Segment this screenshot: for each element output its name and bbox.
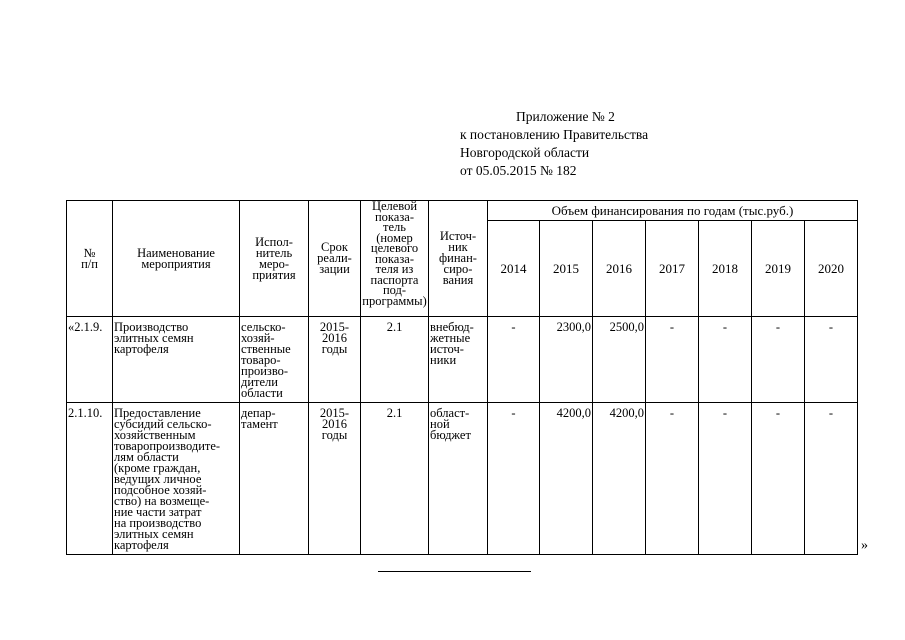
- year-2015: 2015: [540, 221, 593, 317]
- row-value-2018: -: [699, 403, 752, 555]
- year-2016: 2016: [593, 221, 646, 317]
- row-value-2020: -: [805, 317, 858, 403]
- row-target: 2.1: [361, 403, 429, 555]
- row-value-2015: 2300,0: [540, 317, 593, 403]
- appendix-region-line: Новгородской области: [460, 145, 590, 160]
- row-term: 2015- 2016 годы: [309, 317, 361, 403]
- row-value-2016: 4200,0: [593, 403, 646, 555]
- table-row: [67, 317, 858, 403]
- table-row: [67, 403, 858, 555]
- footer-divider: [378, 571, 531, 572]
- row-value-2019: -: [752, 317, 805, 403]
- header-source: Источ- ник финан- сиро- вания: [429, 201, 488, 317]
- header-funding: Объем финансирования по годам (тыс.руб.): [488, 201, 858, 221]
- header-num: № п/п: [67, 201, 113, 317]
- row-source: внебюд- жетные источ- ники: [429, 317, 488, 403]
- header-target: Целевой показа- тель (номер целевого показа- теля из паспорта под- программы): [361, 201, 429, 317]
- row-term: 2015- 2016 годы: [309, 403, 361, 555]
- appendix-ref-line: к постановлению Правительства: [460, 127, 649, 142]
- row-value-2020: -: [805, 403, 858, 555]
- year-2018: 2018: [699, 221, 752, 317]
- row-value-2019: -: [752, 403, 805, 555]
- row-value-2017: -: [646, 403, 699, 555]
- row-name: Предоставление субсидий сельско- хозяйственным товаропроизводите- лям области (кроме граждан, ведущих личное подсобное хозяй- ство) на возмеще- ние части затрат на производство элитных семян картофеля: [113, 403, 240, 555]
- row-value-2014: -: [488, 403, 540, 555]
- row-name: Производство элитных семян картофеля: [113, 317, 240, 403]
- row-value-2018: -: [699, 317, 752, 403]
- year-2014: 2014: [488, 221, 540, 317]
- row-num: 2.1.10.: [67, 403, 113, 555]
- row-num: «2.1.9.: [67, 317, 113, 403]
- year-2020: 2020: [805, 221, 858, 317]
- appendix-date-line: от 05.05.2015 № 182: [460, 163, 577, 178]
- row-executor: сельско- хозяй- ственные товаро- произво- дители области: [240, 317, 309, 403]
- row-source: област- ной бюджет: [429, 403, 488, 555]
- appendix-title: Приложение № 2: [516, 109, 615, 124]
- row-value-2015: 4200,0: [540, 403, 593, 555]
- funding-table: [66, 200, 858, 555]
- row-value-2014: -: [488, 317, 540, 403]
- row-value-2016: 2500,0: [593, 317, 646, 403]
- document-header: [460, 108, 790, 180]
- closing-quote: »: [861, 538, 868, 553]
- row-executor: депар- тамент: [240, 403, 309, 555]
- row-value-2017: -: [646, 317, 699, 403]
- year-2017: 2017: [646, 221, 699, 317]
- header-term: Срок реали- зации: [309, 201, 361, 317]
- year-2019: 2019: [752, 221, 805, 317]
- header-executor: Испол- нитель меро- приятия: [240, 201, 309, 317]
- header-name: Наименование мероприятия: [113, 201, 240, 317]
- row-target: 2.1: [361, 317, 429, 403]
